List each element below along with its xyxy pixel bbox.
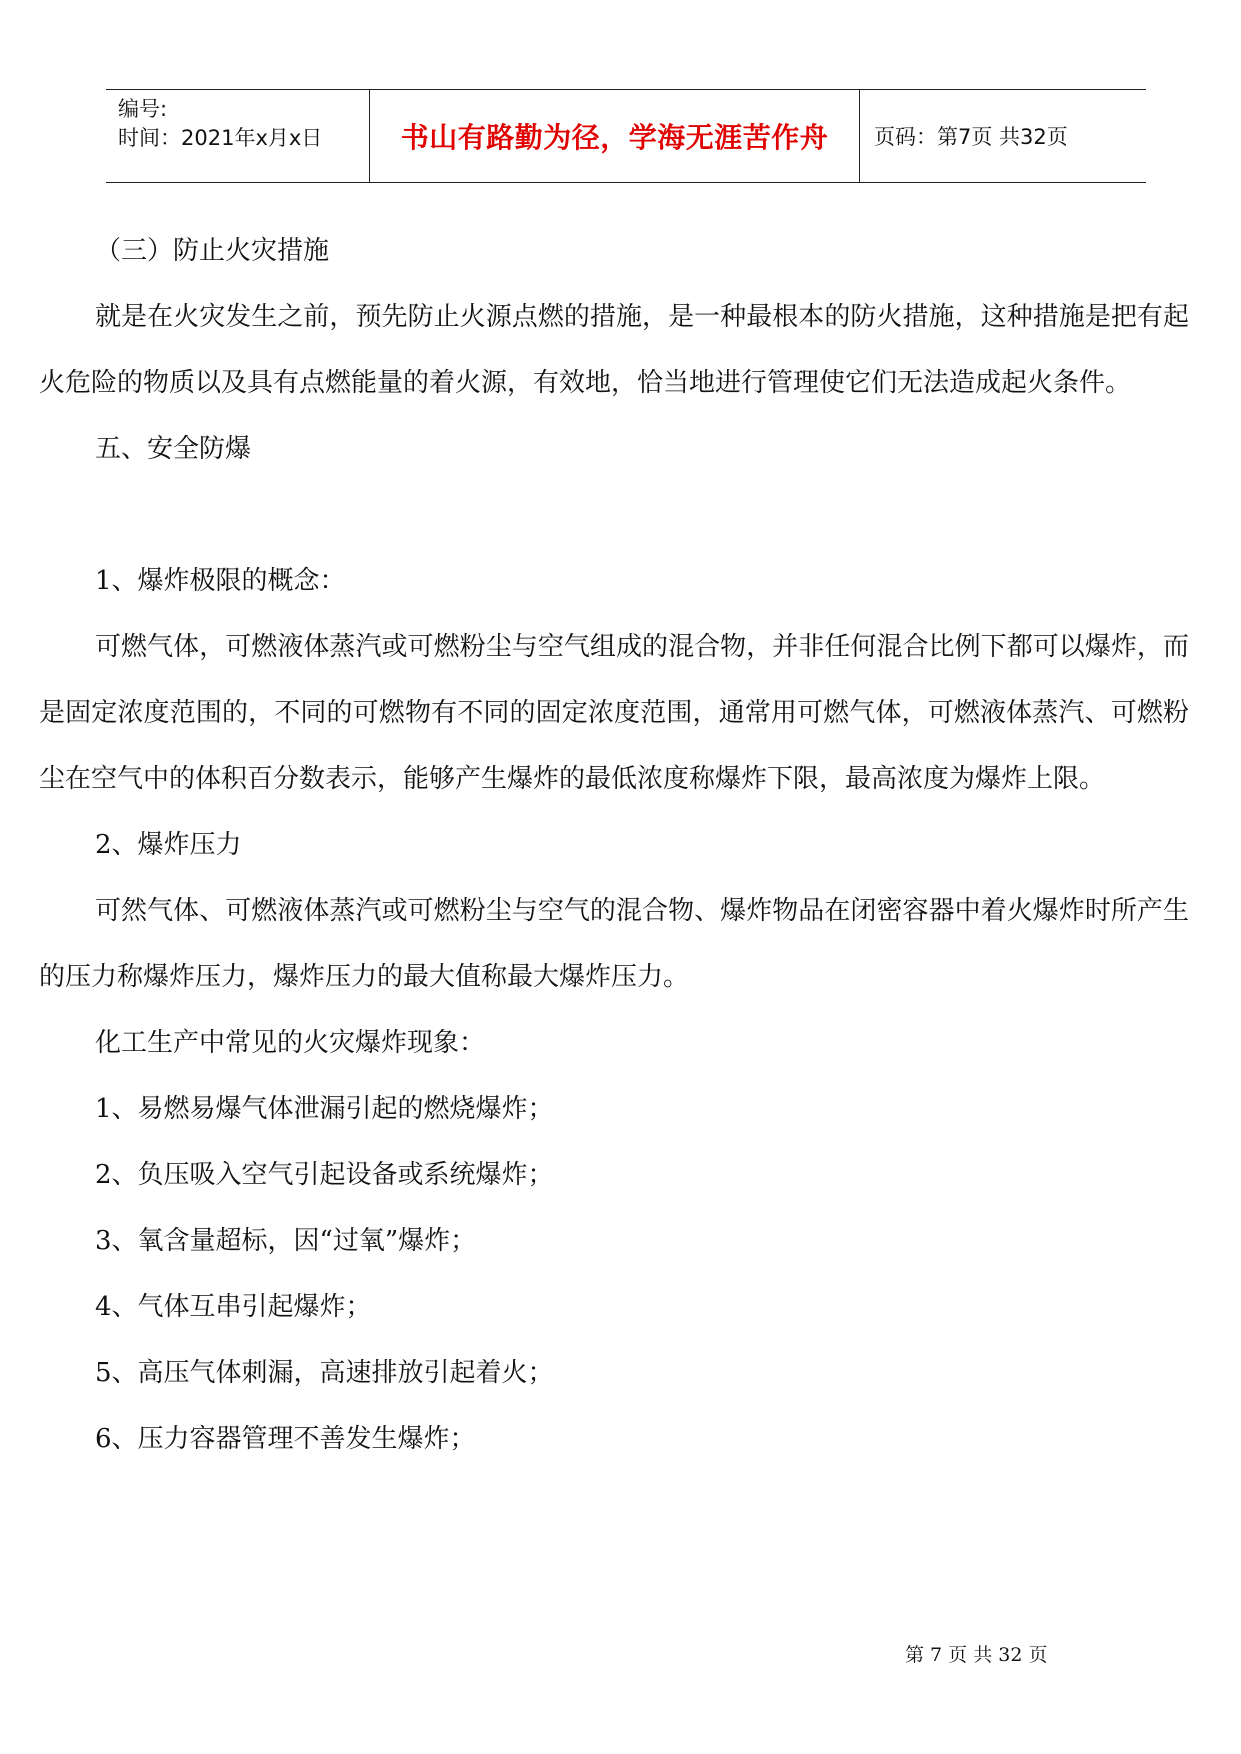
section-heading: 五、安全防爆: [95, 434, 252, 464]
paragraph: 2、爆炸压力: [95, 830, 242, 860]
list-item: 1、易燃易爆气体泄漏引起的燃烧爆炸；: [95, 1094, 554, 1124]
paragraph: （三）防止火灾措施: [95, 236, 330, 266]
paragraph: 可燃气体，可燃液体蒸汽或可燃粉尘与空气组成的混合物，并非任何混合比例下都可以爆炸，而是固定浓度范围的，不同的可燃物有不同的固定浓度范围，通常用可燃气体，可燃液体蒸汽、可燃粉尘在空气中的体积百分数表示，能够产生爆炸的最低浓度称爆炸下限，最高浓度为爆炸上限。: [39, 632, 1189, 794]
header-page-number: 页码：第7页 共32页: [874, 125, 1068, 149]
list-item: 3、氧含量超标，因“过氧”爆炸；: [95, 1226, 477, 1256]
page-header: [106, 89, 1146, 183]
list-item: 2、负压吸入空气引起设备或系统爆炸；: [95, 1160, 554, 1190]
list-item: 5、高压气体刺漏，高速排放引起着火；: [95, 1358, 554, 1388]
document-body: [39, 218, 1189, 1472]
list-item: 4、气体互串引起爆炸；: [95, 1292, 372, 1322]
document-time-label: 时间：2021年x月x日: [118, 126, 323, 150]
document-number-label: 编号:: [118, 97, 168, 121]
paragraph: 就是在火灾发生之前，预先防止火源点燃的措施，是一种最根本的防火措施，这种措施是把有起火危险的物质以及具有点燃能量的着火源，有效地，恰当地进行管理使它们无法造成起火条件。: [39, 302, 1189, 398]
blank-line: [39, 482, 1189, 548]
paragraph: 可然气体、可燃液体蒸汽或可燃粉尘与空气的混合物、爆炸物品在闭密容器中着火爆炸时所产生的压力称爆炸压力，爆炸压力的最大值称最大爆炸压力。: [39, 896, 1189, 992]
header-motto: 书山有路勤为径，学海无涯苦作舟: [370, 90, 860, 182]
footer-page-number: 第 7 页 共 32 页: [905, 1644, 1048, 1666]
paragraph: 1、爆炸极限的概念：: [95, 566, 346, 596]
list-item: 6、压力容器管理不善发生爆炸；: [95, 1424, 476, 1454]
header-meta-cell: [106, 90, 370, 182]
paragraph: 化工生产中常见的火灾爆炸现象：: [95, 1028, 486, 1058]
